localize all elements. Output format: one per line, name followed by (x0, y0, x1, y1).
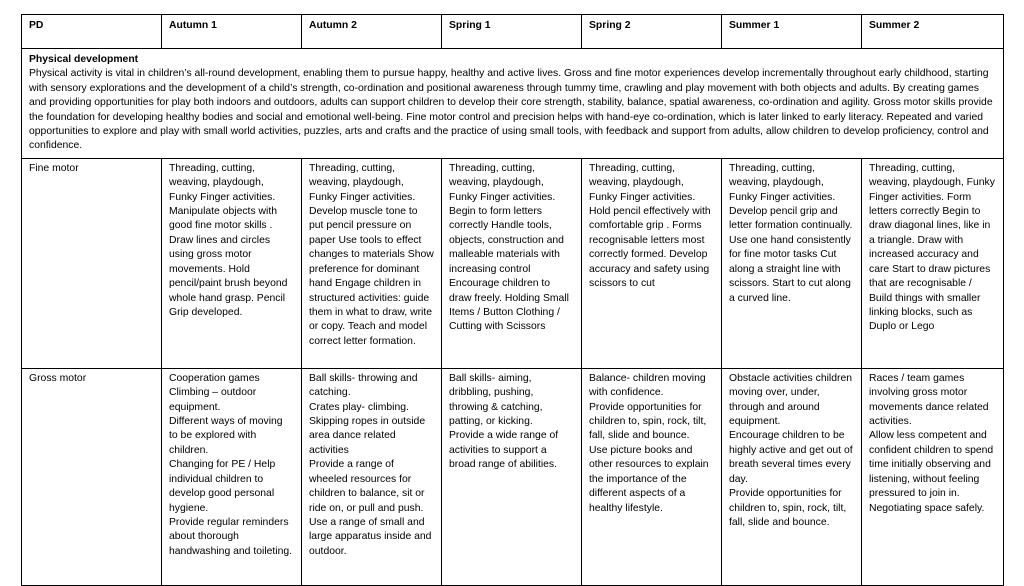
table-cell (862, 158, 1004, 368)
gross-motor-summer-2: Races / team games involving gross motor movements dance related activities. Allow less competent and confident children to spend time initially observing and listening, without feeling pressured to join in. Negotiating space safely. (869, 372, 994, 514)
fine-motor-summer-1: Threading, cutting, weaving, playdough, Funky Finger activities. Develop pencil grip and letter formation continually. Use one hand consistently for fine motor tasks Cut along a straight line with scissors. Start to cut along a curved line. (729, 162, 853, 304)
header-row (22, 15, 1004, 49)
header-autumn-2: Autumn 2 (302, 15, 442, 49)
gross-motor-summer-1: Obstacle activities children moving over, under, through and around equipment. Encourage children to be highly active and get out of breath several times every day. Provide opportunities for children to, spin, rock, tilt, fall, slide and bounce. (729, 372, 853, 528)
table-cell (722, 368, 862, 585)
fine-motor-spring-2: Threading, cutting, weaving, playdough, Funky Finger activities. Hold pencil effectively with comfortable grip . Forms recognisable letters most correctly formed. Develop accuracy and safety using scissors to cut (589, 162, 711, 290)
row-label-cell (22, 158, 162, 368)
header-autumn-1: Autumn 1 (162, 15, 302, 49)
gross-motor-row (22, 368, 1004, 585)
gross-motor-autumn-2: Ball skills- throwing and catching. Crates play- climbing. Skipping ropes in outside area dance related activities Provide a range of wheeled resources for children to balance, sit or ride on, or pull and push. Use a range of small and large apparatus inside and outdoor. (309, 372, 432, 557)
header-spring-1: Spring 1 (442, 15, 582, 49)
table-cell (722, 158, 862, 368)
header-summer-1: Summer 1 (722, 15, 862, 49)
fine-motor-autumn-1: Threading, cutting, weaving, playdough, Funky Finger activities. Manipulate objects with good fine motor skills . Draw lines and circles using gross motor movements. Hold pencil/paint brush beyond whole hand grasp. Pencil Grip developed. (169, 162, 288, 318)
table-cell (442, 368, 582, 585)
gross-motor-spring-2: Balance- children moving with confidence. Provide opportunities for children to, spin, rock, tilt, fall, slide and bounce. Use picture books and other resources to explain the importance of the different aspects of a healthy lifestyle. (589, 372, 709, 514)
fine-motor-spring-1: Threading, cutting, weaving, playdough, Funky Finger activities. Begin to form letters correctly Handle tools, objects, construction and malleable materials with increasing control Encourage children to draw freely. Holding Small Items / Button Clothing / Cutting with Scissors (449, 162, 569, 333)
fine-motor-label: Fine motor (29, 162, 79, 174)
physical-development-text: Physical activity is vital in children’s all-round development, enabling them to pursue happy, healthy and active lives. Gross and fine motor experiences develop incrementally throughout early childhood, starting with sensory explorations and the development of a child’s strength, co-ordination and positional awareness through tummy time, crawling and play movement with both objects and adults. By creating games and providing opportunities for play both indoors and outdoors, adults can support children to develop their core strength, stability, balance, spatial awareness, co-ordination and agility. Gross motor skills provide the foundation for developing healthy bodies and social and emotional well-being. Fine motor control and precision helps with hand-eye co-ordination, which is later linked to early literacy. Repeated and varied opportunities to explore and play with small world activities, puzzles, arts and crafts and the practice of using small tools, with feedback and support from adults, allow children to develop proficiency, control and confidence. (29, 68, 993, 152)
fine-motor-summer-2: Threading, cutting, weaving, playdough, Funky Finger activities. Form letters correctly Begin to draw diagonal lines, like in a triangle. Draw with increased accuracy and care Start to draw pictures that are recognisable / Build things with smaller linking blocks, such as Duplo or Lego (869, 162, 995, 333)
table-cell (302, 368, 442, 585)
header-summer-2: Summer 2 (862, 15, 1004, 49)
row-label-cell (22, 368, 162, 585)
fine-motor-row (22, 158, 1004, 368)
physical-development-cell (22, 49, 1004, 159)
table-cell (302, 158, 442, 368)
table-cell (162, 368, 302, 585)
table-cell (582, 368, 722, 585)
gross-motor-spring-1: Ball skills- aiming, dribbling, pushing, throwing & catching, patting, or kicking. Provide a wide range of activities to support a broad range of abilities. (449, 372, 559, 471)
table-cell (442, 158, 582, 368)
pd-curriculum-table (21, 14, 1004, 586)
fine-motor-autumn-2: Threading, cutting, weaving, playdough, Funky Finger activities. Develop muscle tone to put pencil pressure on paper Use tools to effect changes to materials Show preference for dominant hand Engage children in structured activities: guide them in what to draw, write or copy. Teach and model correct letter formation. (309, 162, 434, 347)
gross-motor-autumn-1: Cooperation games Climbing – outdoor equipment. Different ways of moving to be explored with children. Changing for PE / Help individual children to develop good personal hygiene. Provide regular reminders about thorough handwashing and toileting. (169, 372, 293, 557)
physical-development-title: Physical development (29, 54, 139, 65)
header-spring-2: Spring 2 (582, 15, 722, 49)
table-cell (862, 368, 1004, 585)
gross-motor-label: Gross motor (29, 372, 87, 384)
table-cell (162, 158, 302, 368)
table-cell (582, 158, 722, 368)
header-pd: PD (22, 15, 162, 49)
physical-development-row (22, 49, 1004, 159)
